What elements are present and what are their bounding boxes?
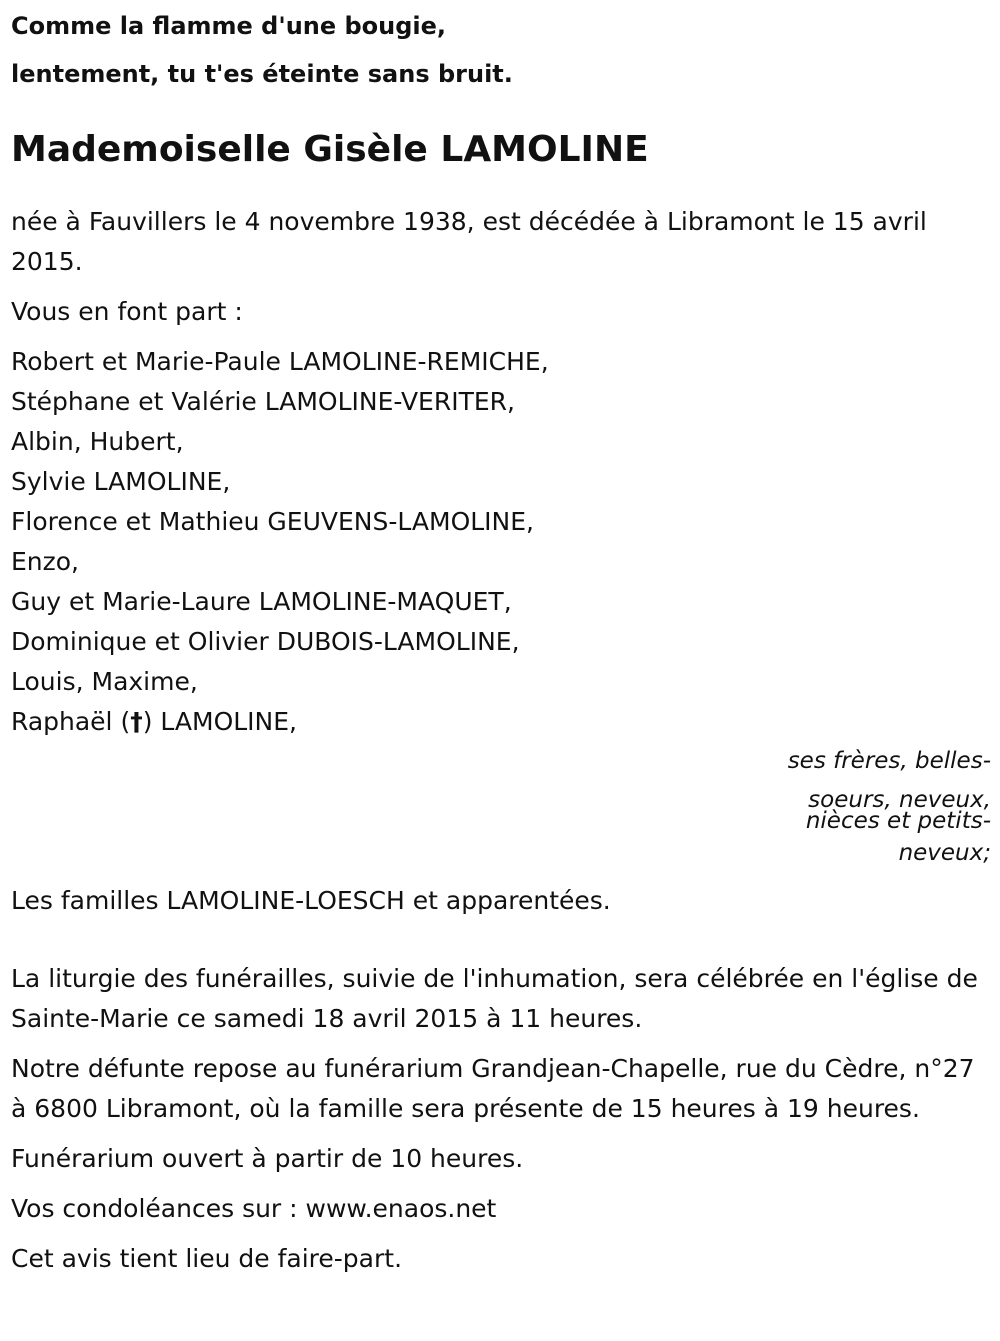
epigraph-line-2: lentement, tu t'es éteinte sans bruit. <box>11 60 513 88</box>
wake-details: Notre défunte repose au funérarium Grandjean-Chapelle, rue du Cèdre, n°27 à 6800 Libramont, où la famille sera présente de 15 heures à 19 heures. <box>11 1054 975 1123</box>
opening-hours: Funérarium ouvert à partir de 10 heures. <box>11 1144 524 1173</box>
family-member: Albin, Hubert, <box>11 427 184 456</box>
family-member: Dominique et Olivier DUBOIS-LAMOLINE, <box>11 627 520 656</box>
relationship-note <box>11 742 991 873</box>
obituary-notice <box>11 0 991 1279</box>
birth-death-statement: née à Fauvillers le 4 novembre 1938, est décédée à Libramont le 15 avril 2015. <box>11 207 927 276</box>
family-member: Stéphane et Valérie LAMOLINE-VERITER, <box>11 387 515 416</box>
relationship-line: soeurs, neveux, <box>808 787 991 813</box>
family-member-name-end: ) LAMOLINE, <box>142 707 297 736</box>
notice-statement: Cet avis tient lieu de faire-part. <box>11 1244 403 1273</box>
family-member: Florence et Mathieu GEUVENS-LAMOLINE, <box>11 507 534 536</box>
cross-icon: † <box>130 707 143 736</box>
family-member-name-start: Raphaël ( <box>11 707 131 736</box>
family-list <box>11 342 991 742</box>
epigraph <box>11 2 991 98</box>
other-families: Les familles LAMOLINE-LOESCH et apparentées. <box>11 886 611 915</box>
relationship-line: neveux; <box>898 840 991 866</box>
family-member: Guy et Marie-Laure LAMOLINE-MAQUET, <box>11 587 512 616</box>
family-member: Enzo, <box>11 547 80 576</box>
relationship-line: ses frères, belles- <box>787 748 991 774</box>
deceased-name: Mademoiselle Gisèle LAMOLINE <box>11 129 649 170</box>
liturgy-details: La liturgie des funérailles, suivie de l'inhumation, sera célébrée en l'église de Sainte-Marie ce samedi 18 avril 2015 à 11 heures. <box>11 964 978 1033</box>
family-member: Robert et Marie-Paule LAMOLINE-REMICHE, <box>11 347 549 376</box>
condolences-info: Vos condoléances sur : www.enaos.net <box>11 1194 497 1223</box>
family-member: Louis, Maxime, <box>11 667 198 696</box>
family-member-deceased <box>11 702 991 742</box>
announcement: Vous en font part : <box>11 297 243 326</box>
relationship-line: nièces et petits- <box>805 808 991 834</box>
epigraph-line-1: Comme la flamme d'une bougie, <box>11 12 447 40</box>
family-member: Sylvie LAMOLINE, <box>11 467 231 496</box>
